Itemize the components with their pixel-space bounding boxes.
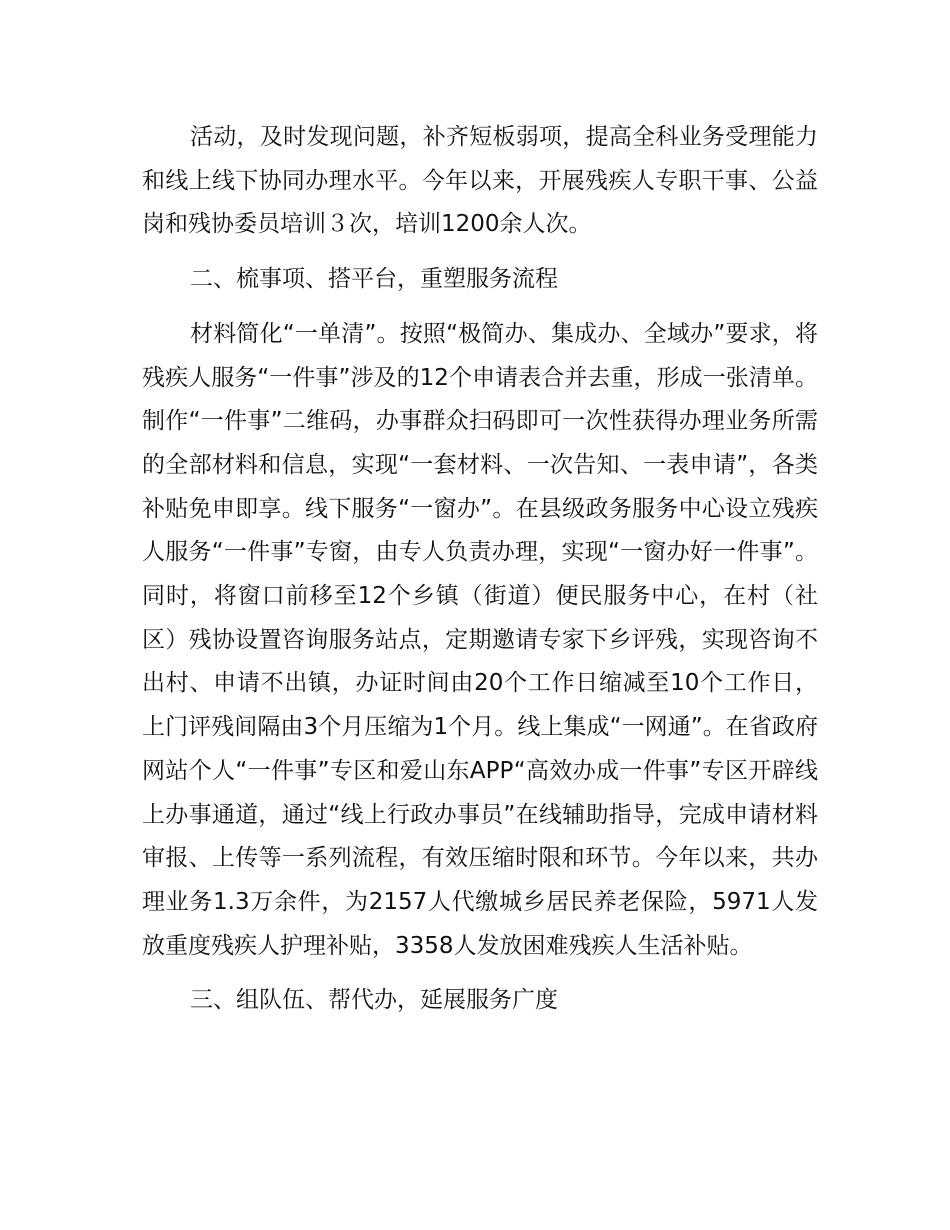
paragraph-training-summary: 活动，及时发现问题，补齐短板弱项，提高全科业务受理能力和线上线下协同办理水平。今年以来，开展残疾人专职干事、公益岗和残协委员培训３次，培训1200余人次。 <box>142 124 818 238</box>
section-heading-3: 三、组队伍、帮代办，延展服务广度 <box>190 987 558 1014</box>
paragraph-service-process: 材料简化“一单清”。按照“极简办、集成办、全域办”要求，将残疾人服务“一件事”涉及的12个申请表合并去重，形成一张清单。制作“一件事”二维码，办事群众扫码即可一次性获得办理业务所需的全部材料和信息，实现“一套材料、一次告知、一表申请”，各类补贴免申即享。线下服务“一窗办”。在县级政务服务中心设立残疾人服务“一件事”专窗，由专人负责办理，实现“一窗办好一件事”。同时，将窗口前移至12个乡镇（街道）便民服务中心，在村（社区）残协设置咨询服务站点，定期邀请专家下乡评残，实现咨询不出村、申请不出镇，办证时间由20个工作日缩减至10个工作日，上门评残间隔由3个月压缩为1个月。线上集成“一网通”。在省政府网站个人“一件事”专区和爱山东APP“高效办成一件事”专区开辟线上办事通道，通过“线上行政办事员”在线辅助指导，完成申请材料审报、上传等一系列流程，有效压缩时限和环节。今年以来，共办理业务1.3万余件，为2157人代缴城乡居民养老保险，5971人发放重度残疾人护理补贴，3358人发放困难残疾人生活补贴。 <box>142 320 818 959</box>
section-heading-2: 二、梳事项、搭平台，重塑服务流程 <box>190 266 558 293</box>
document-body <box>142 116 818 1023</box>
